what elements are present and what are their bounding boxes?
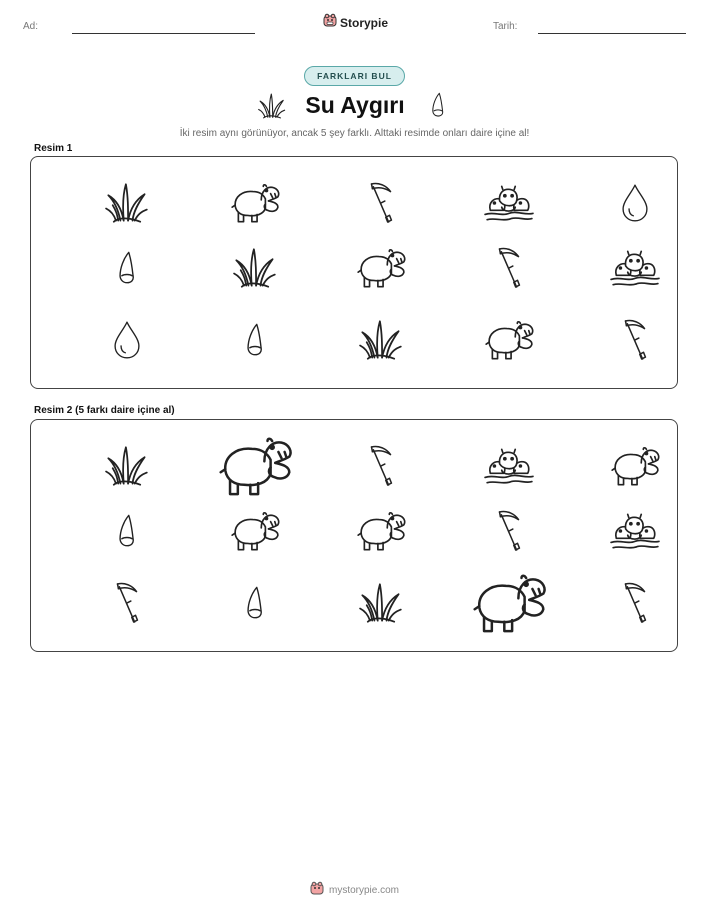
grid-cell[interactable] (95, 503, 159, 559)
grid-cell (349, 312, 413, 368)
grid-cell (95, 240, 159, 296)
activity-badge: FARKLARI BUL (304, 66, 405, 86)
hippo-icon (483, 317, 535, 363)
tooth-icon (427, 92, 449, 118)
grid-cell[interactable] (477, 438, 541, 494)
scythe-icon (362, 442, 400, 490)
grid-cell[interactable] (349, 575, 413, 631)
water-drop-icon (618, 181, 652, 225)
page-title: Su Aygırı (305, 92, 405, 118)
grid-cell (95, 312, 159, 368)
hippo-family-icon (609, 246, 661, 290)
hippo-icon (609, 443, 661, 489)
hippo-icon (355, 508, 407, 554)
grid-cell[interactable] (603, 503, 667, 559)
scythe-icon (108, 579, 146, 627)
grid-cell (349, 240, 413, 296)
grass-icon (359, 581, 403, 625)
grass-icon (233, 246, 277, 290)
grid-cell[interactable] (95, 575, 159, 631)
grid-cell[interactable] (603, 438, 667, 494)
grid-cell[interactable] (223, 575, 287, 631)
tooth-icon (242, 320, 268, 360)
hippo-icon (470, 568, 548, 638)
grass-icon (359, 318, 403, 362)
grid-cell (223, 240, 287, 296)
brand-name: Storypie (340, 15, 389, 30)
grid-cell (477, 175, 541, 231)
brand (323, 13, 388, 32)
name-line[interactable] (72, 33, 255, 34)
grid-cell (603, 312, 667, 368)
picture2-label: Resim 2 (5 farkı daire içine al) (34, 405, 175, 416)
grid-cell[interactable] (223, 503, 287, 559)
grid-cell (223, 175, 287, 231)
grass-icon (258, 92, 286, 120)
footer-site: mystorypie.com (328, 885, 399, 896)
hippo-icon (216, 431, 294, 501)
hippo-icon (229, 180, 281, 226)
scythe-icon (616, 316, 654, 364)
title-row (0, 90, 709, 126)
grid-cell[interactable] (603, 575, 667, 631)
grid-cell (349, 175, 413, 231)
storypie-logo-icon (310, 881, 324, 900)
picture1-panel (30, 156, 678, 389)
picture1-label: Resim 1 (34, 143, 73, 154)
footer (0, 881, 709, 900)
grid-cell (477, 312, 541, 368)
scythe-icon (490, 507, 528, 555)
picture2-panel[interactable] (30, 419, 678, 652)
water-drop-icon (110, 318, 144, 362)
hippo-icon (355, 245, 407, 291)
date-line[interactable] (538, 33, 686, 34)
date-label: Tarih: (493, 21, 518, 32)
worksheet-header (0, 0, 709, 50)
hippo-family-icon (609, 509, 661, 553)
grid-cell[interactable] (463, 561, 555, 645)
hippo-family-icon (483, 444, 535, 488)
grid-cell[interactable] (349, 503, 413, 559)
tooth-icon (242, 583, 268, 623)
grid-cell (223, 312, 287, 368)
scythe-icon (616, 579, 654, 627)
grass-icon (105, 181, 149, 225)
grid-cell (603, 240, 667, 296)
tooth-icon (114, 248, 140, 288)
grid-cell[interactable] (477, 503, 541, 559)
grid-cell[interactable] (95, 438, 159, 494)
scythe-icon (490, 244, 528, 292)
grid-cell[interactable] (209, 424, 301, 508)
name-label: Ad: (23, 21, 39, 32)
hippo-icon (229, 508, 281, 554)
tooth-icon (114, 511, 140, 551)
grid-cell (603, 175, 667, 231)
grass-icon (105, 444, 149, 488)
grid-cell (477, 240, 541, 296)
grid-cell[interactable] (349, 438, 413, 494)
scythe-icon (362, 179, 400, 227)
instructions: İki resim aynı görünüyor, ancak 5 şey farklı. Alttaki resimde onları daire içine al! (179, 128, 530, 139)
storypie-logo-icon (323, 13, 337, 32)
grid-cell (95, 175, 159, 231)
hippo-family-icon (483, 181, 535, 225)
